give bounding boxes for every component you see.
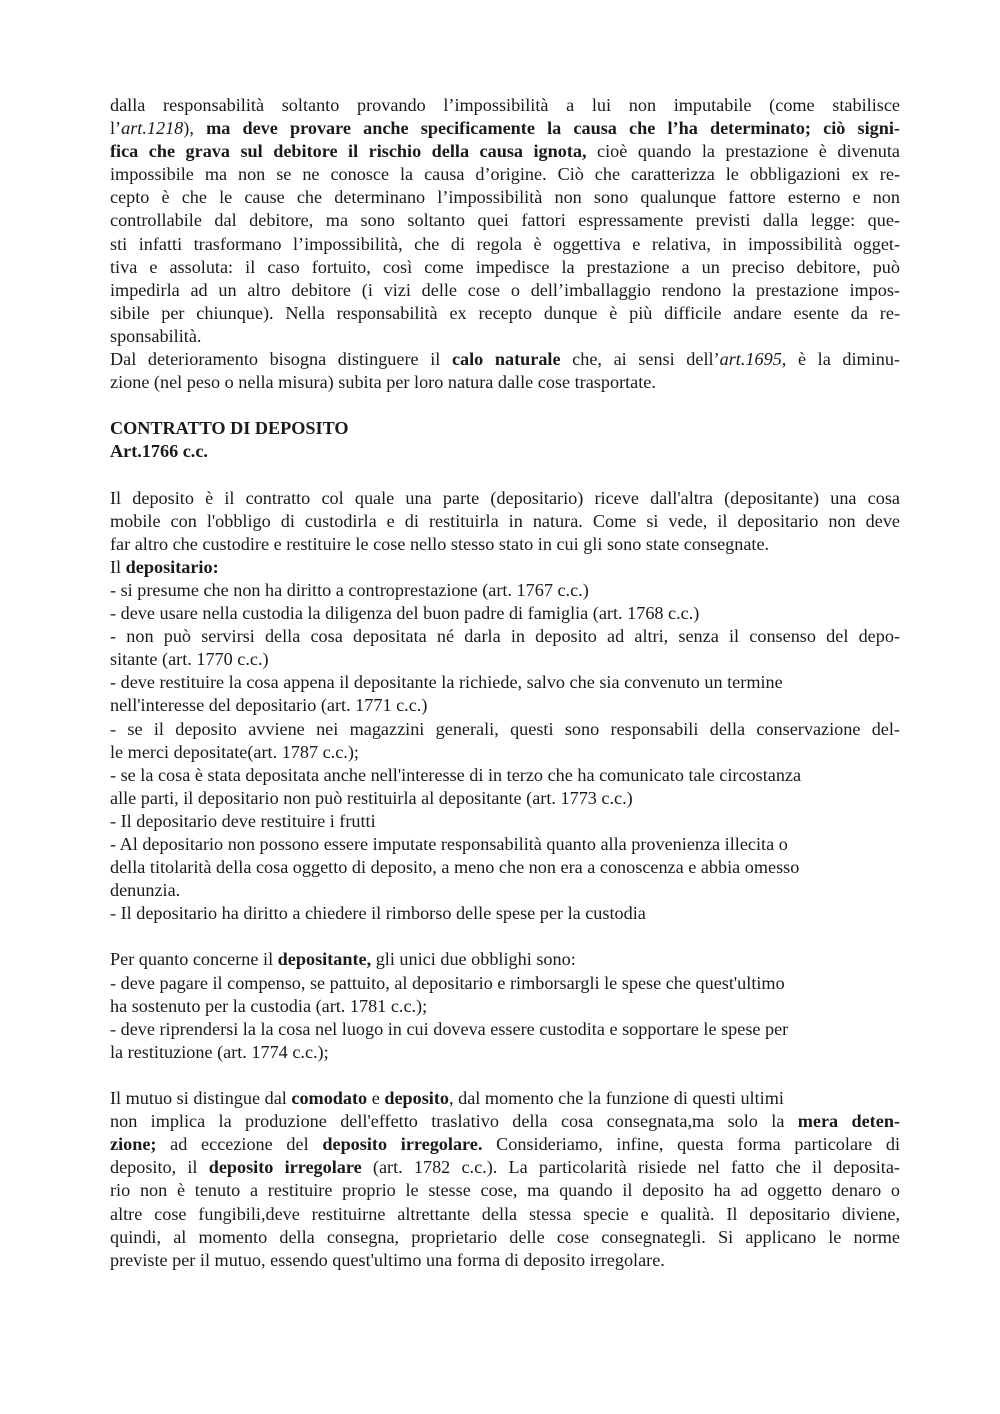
list-heading: Il depositario: — [110, 556, 219, 577]
list-item: - non può servirsi della cosa depositata né darla in deposito ad altri, senza il consenso del depo- — [110, 626, 900, 647]
list-item: - si presume che non ha diritto a controprestazione (art. 1767 c.c.) — [110, 579, 589, 600]
text-line: sponsabilità. — [110, 325, 202, 346]
section-title: CONTRATTO DI DEPOSITO — [110, 418, 349, 439]
text-line: rio non è tenuto a restituire proprio le stesse cose, ma quando il deposito ha ad oggetto denaro o — [110, 1180, 900, 1201]
list-item: denunzia. — [110, 880, 181, 901]
list-item: - deve usare nella custodia la diligenza del buon padre di famiglia (art. 1768 c.c.) — [110, 603, 700, 624]
list-item: - Al depositario non possono essere imputate responsabilità quanto alla provenienza illecita o — [110, 834, 788, 854]
blank-line — [110, 1064, 900, 1087]
article-ref: art.1218 — [121, 118, 184, 139]
list-item: - deve pagare il compenso, se pattuito, al depositario e rimborsargli le spese che quest'ultimo — [110, 972, 785, 993]
list-item: - deve riprendersi la la cosa nel luogo in cui doveva essere custodita e sopportare le spese per — [110, 1018, 789, 1039]
text-line: controllabile dal debitore, ma sono soltanto quei fattori espressamente previsti dalla legge: que- — [110, 210, 900, 231]
bold-text: fica che grava sul debitore il rischio della causa ignota, — [110, 141, 587, 162]
blank-line — [110, 925, 900, 948]
text-line: far altro che custodire e restituire le cose nello stesso stato in cui gli sono state consegnate. — [110, 533, 770, 554]
bold-text: calo naturale — [451, 349, 561, 370]
paragraph-calo-naturale — [110, 348, 900, 394]
text-line: mobile con l'obbligo di custodirla e di restituirla in natura. Come si vede, il depositario non deve — [110, 510, 900, 531]
paragraph-deposito-irregolare — [110, 1087, 900, 1272]
bold-text: deposito — [384, 1088, 450, 1109]
list-item: - se la cosa è stata depositata anche nell'interesse di in terzo che ha comunicato tale circostanza — [110, 764, 802, 785]
bold-text: depositante, — [277, 949, 372, 970]
list-item: le merci depositate(art. 1787 c.c.); — [110, 741, 359, 762]
text-line: impedirla ad un altro debitore (i vizi delle cose o dell’imballaggio rendono la prestazione impos- — [110, 279, 900, 300]
list-heading: Per quanto concerne il depositante, gli unici due obblighi sono: — [110, 949, 576, 970]
text-line: altre cose fungibili,deve restituirne altrettante della stessa specie e qualità. Il depositario diviene, — [110, 1203, 900, 1224]
section-article: Art.1766 c.c. — [110, 441, 208, 462]
list-item: nell'interesse del depositario (art. 1771 c.c.) — [110, 695, 428, 716]
list-depositario — [110, 556, 900, 926]
paragraph-definizione — [110, 487, 900, 556]
document-page — [110, 94, 900, 1272]
text-line: previste per il mutuo, essendo quest'ultimo una forma di deposito irregolare. — [110, 1249, 665, 1270]
text-line: quindi, al momento della consegna, proprietario delle cose consegnategli. Si applicano le norme — [110, 1226, 900, 1247]
list-item: - se il deposito avviene nei magazzini generali, questi sono responsabili della conservazione del- — [110, 718, 900, 739]
blank-line — [110, 394, 900, 417]
text-line: l’art.1218), ma deve provare anche specificamente la causa che l’ha determinato; ciò signi- — [110, 118, 900, 139]
text-line: zione (nel peso o nella misura) subita per loro natura dalle cose trasportate. — [110, 372, 656, 393]
text-line: zione; ad eccezione del deposito irregolare. Consideriamo, infine, questa forma particolare di — [110, 1134, 901, 1155]
list-item: - deve restituire la cosa appena il depositante la richiede, salvo che sia convenuto un termine — [110, 672, 783, 693]
text-line: deposito, il deposito irregolare (art. 1782 c.c.). La particolarità risiede nel fatto che il deposita- — [110, 1157, 900, 1178]
section-heading — [110, 417, 900, 463]
list-item: alle parti, il depositario non può restituirla al depositante (art. 1773 c.c.) — [110, 787, 633, 808]
text-line: sibile per chiunque). Nella responsabilità ex recepto dunque è più difficile andare esente da re- — [110, 302, 900, 323]
bold-text: ma deve provare anche specificamente la causa che l’ha determinato; ciò signi- — [206, 118, 900, 139]
list-item: - Il depositario ha diritto a chiedere il rimborso delle spese per la custodia — [110, 903, 646, 924]
text-line: sti infatti trasformano l’impossibilità, che di regola è oggettiva e relativa, in impossibilità ogget- — [110, 233, 900, 254]
bold-text: mera deten- — [797, 1111, 900, 1132]
bold-text: depositario: — [125, 556, 219, 577]
bold-text: zione; — [110, 1134, 157, 1155]
list-item: ha sostenuto per la custodia (art. 1781 c.c.); — [110, 995, 428, 1016]
bold-text: deposito irregolare — [208, 1157, 362, 1178]
text-line: cepto è che le cause che determinano l’impossibilità non sono qualunque fattore esterno e non — [110, 187, 900, 208]
text-line: fica che grava sul debitore il rischio della causa ignota, cioè quando la prestazione è divenuta — [110, 141, 900, 162]
paragraph-impossibilita — [110, 94, 900, 348]
text-line: tiva e assoluta: il caso fortuito, così come impedisce la prestazione a un preciso debitore, può — [110, 256, 900, 277]
blank-line — [110, 464, 900, 487]
bold-text: deposito irregolare. — [322, 1134, 483, 1155]
bold-text: comodato — [291, 1088, 368, 1109]
list-item: sitante (art. 1770 c.c.) — [110, 649, 269, 670]
text-line: non implica la produzione dell'effetto traslativo della cosa consegnata,ma solo la mera deten- — [110, 1111, 900, 1132]
text-line: Il mutuo si distingue dal comodato e deposito, dal momento che la funzione di questi ultimi — [110, 1088, 784, 1109]
list-item: la restituzione (art. 1774 c.c.); — [110, 1041, 329, 1062]
list-item: - Il depositario deve restituire i frutti — [110, 810, 376, 831]
text-line: impossibile ma non se ne conosce la causa d’origine. Ciò che caratterizza le obbligazioni ex re- — [110, 164, 900, 185]
text-line: Dal deterioramento bisogna distinguere il calo naturale che, ai sensi dell’art.1695, è la diminu- — [110, 349, 900, 370]
article-ref: art.1695 — [719, 349, 782, 370]
list-depositante — [110, 948, 900, 1063]
list-item: della titolarità della cosa oggetto di deposito, a meno che non era a conoscenza e abbia omesso — [110, 857, 800, 878]
text-line: Il deposito è il contratto col quale una parte (depositario) riceve dall'altra (depositante) una cosa — [110, 487, 900, 508]
text-line: dalla responsabilità soltanto provando l’impossibilità a lui non imputabile (come stabilisce — [110, 95, 900, 115]
